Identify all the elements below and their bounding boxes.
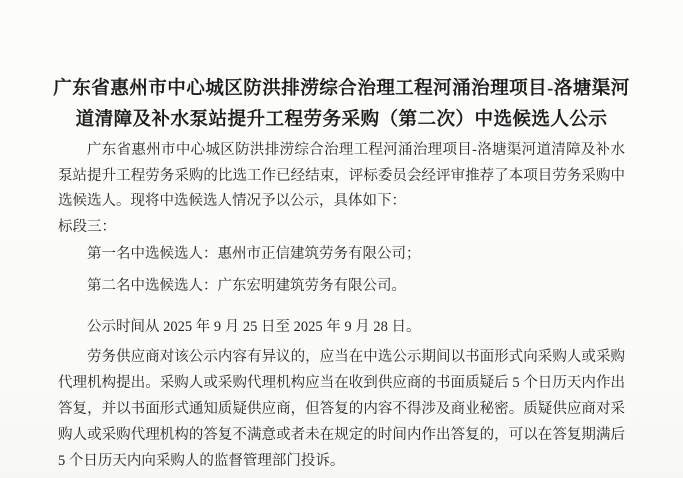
objection-paragraph: 劳务供应商对该公示内容有异议的，应当在中选公示期间以书面形式向采购人或采购代理机构提出。采购人或采购代理机构应当在收到供应商的书面质疑后 5 个日历天内作出答复，并以书面形式通知质疑供应商，但答复的内容不得涉及商业秘密。质疑供应商对采购人或采购代理机构的答复不满意或者未在规定的时间内作出答复的，可以在答复期满后 5 个日历天内向采购人的监督管理部门投诉。 [58,348,625,469]
intro-paragraph: 广东省惠州市中心城区防洪排涝综合治理工程河涌治理项目-洛塘渠河道清障及补水泵站提升工程劳务采购的比选工作已经结束，评标委员会经评审推荐了本项目劳务采购中选候选人。现将中选候选人情况予以公示，具体如下： [58,142,625,209]
document-title: 广东省惠州市中心城区防洪排涝综合治理工程河涌治理项目-洛塘渠河道清障及补水泵站提升工程劳务采购（第二次）中选候选人公示 [53,78,630,130]
publicity-period-line: 公示时间从 2025 年 9 月 25 日至 2025 年 9 月 28 日。 [87,319,421,335]
first-candidate-line: 第一名中选候选人：惠州市正信建筑劳务有限公司； [87,246,421,262]
second-candidate-line: 第二名中选候选人：广东宏明建筑劳务有限公司。 [87,277,406,294]
section-label: 标段三： [58,218,116,235]
